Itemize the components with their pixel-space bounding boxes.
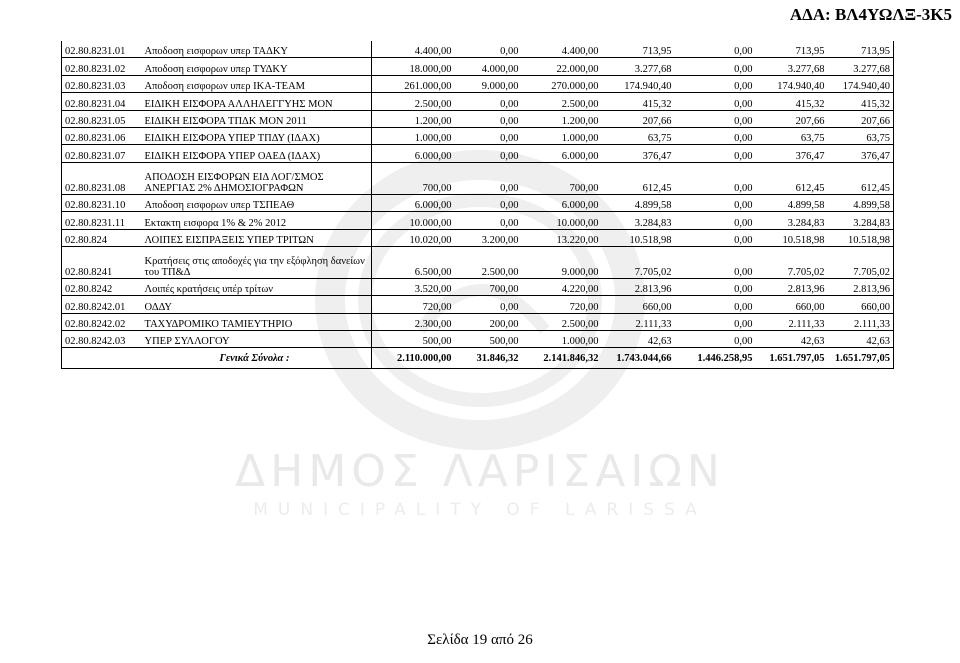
account-description: Αποδοση εισφορων υπερ ΙΚΑ-ΤΕΑΜ xyxy=(142,75,372,92)
amount-cell: 10.000,00 xyxy=(522,212,602,229)
amount-cell: 0,00 xyxy=(675,41,756,58)
amount-cell: 174.940,40 xyxy=(828,75,894,92)
table-row xyxy=(62,145,894,162)
amount-cell: 3.277,68 xyxy=(828,58,894,75)
table-row xyxy=(62,194,894,211)
amount-cell: 4.899,58 xyxy=(756,194,828,211)
amount-cell: 3.520,00 xyxy=(372,278,455,295)
account-code: 02.80.8242.03 xyxy=(62,331,142,348)
account-description: Αποδοση εισφορων υπερ ΤΥΔΚΥ xyxy=(142,58,372,75)
amount-cell: 9.000,00 xyxy=(522,246,602,278)
table-row xyxy=(62,127,894,144)
amount-cell: 2.500,00 xyxy=(372,93,455,110)
amount-cell: 4.400,00 xyxy=(372,41,455,58)
amount-cell: 63,75 xyxy=(756,127,828,144)
amount-cell: 7.705,02 xyxy=(756,246,828,278)
account-code: 02.80.8231.06 xyxy=(62,127,142,144)
watermark-title: ΔΗΜΟΣ ΛΑΡΙΣΑΙΩΝ xyxy=(235,446,725,497)
amount-cell: 0,00 xyxy=(675,212,756,229)
amount-cell: 10.020,00 xyxy=(372,229,455,246)
amount-cell: 207,66 xyxy=(602,110,675,127)
amount-cell: 6.000,00 xyxy=(522,145,602,162)
account-code: 02.80.8241 xyxy=(62,246,142,278)
amount-cell: 4.899,58 xyxy=(602,194,675,211)
account-description: ΑΠΟΔΟΣΗ ΕΙΣΦΟΡΩΝ ΕΙΔ ΛΟΓ/ΣΜΟΣ ΑΝΕΡΓΙΑΣ 2% ΔΗΜΟΣΙΟΓΡΑΦΩΝ xyxy=(142,162,372,194)
account-description: ΕΙΔΙΚΗ ΕΙΣΦΟΡΑ ΤΠΔΚ ΜΟΝ 2011 xyxy=(142,110,372,127)
totals-row xyxy=(62,348,894,369)
amount-cell: 700,00 xyxy=(372,162,455,194)
amount-cell: 713,95 xyxy=(602,41,675,58)
amount-cell: 660,00 xyxy=(602,296,675,313)
amount-cell: 4.899,58 xyxy=(828,194,894,211)
amount-cell: 720,00 xyxy=(372,296,455,313)
amount-cell: 207,66 xyxy=(828,110,894,127)
account-code: 02.80.8231.11 xyxy=(62,212,142,229)
table-row xyxy=(62,246,894,278)
amount-cell: 6.000,00 xyxy=(372,194,455,211)
amount-cell: 2.111,33 xyxy=(828,313,894,330)
amount-cell: 1.000,00 xyxy=(372,127,455,144)
amount-cell: 2.500,00 xyxy=(522,93,602,110)
account-code: 02.80.8231.01 xyxy=(62,41,142,58)
table-row xyxy=(62,229,894,246)
amount-cell: 4.400,00 xyxy=(522,41,602,58)
amount-cell: 0,00 xyxy=(455,145,522,162)
account-code: 02.80.8231.03 xyxy=(62,75,142,92)
amount-cell: 0,00 xyxy=(455,93,522,110)
amount-cell: 6.000,00 xyxy=(522,194,602,211)
amount-cell: 2.500,00 xyxy=(522,313,602,330)
amount-cell: 713,95 xyxy=(828,41,894,58)
account-code: 02.80.8231.05 xyxy=(62,110,142,127)
amount-cell: 660,00 xyxy=(756,296,828,313)
amount-cell: 0,00 xyxy=(455,110,522,127)
account-code: 02.80.8231.02 xyxy=(62,58,142,75)
total-amount: 31.846,32 xyxy=(455,348,522,369)
amount-cell: 42,63 xyxy=(602,331,675,348)
account-code: 02.80.824 xyxy=(62,229,142,246)
amount-cell: 0,00 xyxy=(675,162,756,194)
amount-cell: 1.000,00 xyxy=(522,331,602,348)
account-code: 02.80.8242.01 xyxy=(62,296,142,313)
amount-cell: 10.518,98 xyxy=(602,229,675,246)
account-code: 02.80.8231.07 xyxy=(62,145,142,162)
account-code: 02.80.8242.02 xyxy=(62,313,142,330)
table-row xyxy=(62,331,894,348)
account-code: 02.80.8231.08 xyxy=(62,162,142,194)
account-description: ΛΟΙΠΕΣ ΕΙΣΠΡΑΞΕΙΣ ΥΠΕΡ ΤΡΙΤΩΝ xyxy=(142,229,372,246)
amount-cell: 3.277,68 xyxy=(602,58,675,75)
table-row xyxy=(62,93,894,110)
amount-cell: 7.705,02 xyxy=(602,246,675,278)
total-amount: 1.651.797,05 xyxy=(828,348,894,369)
table-row xyxy=(62,41,894,58)
amount-cell: 3.200,00 xyxy=(455,229,522,246)
table-row xyxy=(62,58,894,75)
amount-cell: 9.000,00 xyxy=(455,75,522,92)
amount-cell: 1.200,00 xyxy=(372,110,455,127)
amount-cell: 42,63 xyxy=(828,331,894,348)
amount-cell: 0,00 xyxy=(675,229,756,246)
amount-cell: 0,00 xyxy=(675,58,756,75)
amount-cell: 0,00 xyxy=(675,127,756,144)
amount-cell: 376,47 xyxy=(602,145,675,162)
amount-cell: 6.000,00 xyxy=(372,145,455,162)
amount-cell: 0,00 xyxy=(675,75,756,92)
account-description: ΕΙΔΙΚΗ ΕΙΣΦΟΡΑ ΑΛΛΗΛΕΓΓΥΗΣ ΜΟΝ xyxy=(142,93,372,110)
total-amount: 1.651.797,05 xyxy=(756,348,828,369)
total-amount: 2.110.000,00 xyxy=(372,348,455,369)
page-number: Σελίδα 19 από 26 xyxy=(427,632,533,648)
amount-cell: 2.813,96 xyxy=(602,278,675,295)
amount-cell: 720,00 xyxy=(522,296,602,313)
amount-cell: 13.220,00 xyxy=(522,229,602,246)
amount-cell: 0,00 xyxy=(455,296,522,313)
amount-cell: 415,32 xyxy=(756,93,828,110)
amount-cell: 2.111,33 xyxy=(756,313,828,330)
amount-cell: 0,00 xyxy=(675,110,756,127)
amount-cell: 0,00 xyxy=(455,194,522,211)
amount-cell: 415,32 xyxy=(602,93,675,110)
table-row xyxy=(62,212,894,229)
total-amount: 1.446.258,95 xyxy=(675,348,756,369)
amount-cell: 3.284,83 xyxy=(828,212,894,229)
account-description: ΕΙΔΙΚΗ ΕΙΣΦΟΡΑ ΥΠΕΡ ΤΠΔΥ (ΙΔΑΧ) xyxy=(142,127,372,144)
account-description: ΤΑΧΥΔΡΟΜΙΚΟ ΤΑΜΙΕΥΤΗΡΙΟ xyxy=(142,313,372,330)
amount-cell: 0,00 xyxy=(675,93,756,110)
amount-cell: 4.000,00 xyxy=(455,58,522,75)
amount-cell: 500,00 xyxy=(455,331,522,348)
amount-cell: 2.500,00 xyxy=(455,246,522,278)
amount-cell: 713,95 xyxy=(756,41,828,58)
amount-cell: 1.200,00 xyxy=(522,110,602,127)
budget-table xyxy=(61,41,894,369)
table-row xyxy=(62,313,894,330)
amount-cell: 0,00 xyxy=(455,212,522,229)
account-code: 02.80.8231.10 xyxy=(62,194,142,211)
amount-cell: 10.518,98 xyxy=(756,229,828,246)
amount-cell: 376,47 xyxy=(756,145,828,162)
table-row xyxy=(62,296,894,313)
amount-cell: 63,75 xyxy=(828,127,894,144)
account-code: 02.80.8231.04 xyxy=(62,93,142,110)
amount-cell: 7.705,02 xyxy=(828,246,894,278)
amount-cell: 376,47 xyxy=(828,145,894,162)
amount-cell: 2.813,96 xyxy=(828,278,894,295)
amount-cell: 500,00 xyxy=(372,331,455,348)
amount-cell: 3.284,83 xyxy=(756,212,828,229)
amount-cell: 0,00 xyxy=(455,162,522,194)
amount-cell: 612,45 xyxy=(756,162,828,194)
account-description: Εκτακτη εισφορα 1% & 2% 2012 xyxy=(142,212,372,229)
amount-cell: 0,00 xyxy=(455,127,522,144)
amount-cell: 0,00 xyxy=(675,145,756,162)
account-description: ΥΠΕΡ ΣΥΛΛΟΓΟΥ xyxy=(142,331,372,348)
account-description: Αποδοση εισφορων υπερ ΤΑΔΚΥ xyxy=(142,41,372,58)
amount-cell: 10.518,98 xyxy=(828,229,894,246)
amount-cell: 0,00 xyxy=(675,296,756,313)
amount-cell: 10.000,00 xyxy=(372,212,455,229)
table-row xyxy=(62,110,894,127)
amount-cell: 207,66 xyxy=(756,110,828,127)
amount-cell: 2.300,00 xyxy=(372,313,455,330)
amount-cell: 0,00 xyxy=(675,313,756,330)
amount-cell: 612,45 xyxy=(828,162,894,194)
amount-cell: 660,00 xyxy=(828,296,894,313)
account-description: Αποδοση εισφορων υπερ ΤΣΠΕΑΘ xyxy=(142,194,372,211)
amount-cell: 2.111,33 xyxy=(602,313,675,330)
totals-blank xyxy=(62,348,142,369)
amount-cell: 22.000,00 xyxy=(522,58,602,75)
amount-cell: 0,00 xyxy=(675,194,756,211)
amount-cell: 6.500,00 xyxy=(372,246,455,278)
amount-cell: 0,00 xyxy=(455,41,522,58)
amount-cell: 2.813,96 xyxy=(756,278,828,295)
amount-cell: 415,32 xyxy=(828,93,894,110)
amount-cell: 261.000,00 xyxy=(372,75,455,92)
amount-cell: 200,00 xyxy=(455,313,522,330)
account-code: 02.80.8242 xyxy=(62,278,142,295)
totals-label: Γενικά Σύνολα : xyxy=(142,348,372,369)
amount-cell: 612,45 xyxy=(602,162,675,194)
amount-cell: 3.277,68 xyxy=(756,58,828,75)
amount-cell: 1.000,00 xyxy=(522,127,602,144)
total-amount: 2.141.846,32 xyxy=(522,348,602,369)
table-row xyxy=(62,162,894,194)
amount-cell: 0,00 xyxy=(675,246,756,278)
account-description: Λοιπές κρατήσεις υπέρ τρίτων xyxy=(142,278,372,295)
amount-cell: 63,75 xyxy=(602,127,675,144)
ada-identifier xyxy=(790,5,952,25)
account-description: ΟΔΔΥ xyxy=(142,296,372,313)
table-row xyxy=(62,75,894,92)
amount-cell: 270.000,00 xyxy=(522,75,602,92)
amount-cell: 18.000,00 xyxy=(372,58,455,75)
amount-cell: 0,00 xyxy=(675,278,756,295)
total-amount: 1.743.044,66 xyxy=(602,348,675,369)
account-description: ΕΙΔΙΚΗ ΕΙΣΦΟΡΑ ΥΠΕΡ ΟΑΕΔ (ΙΔΑΧ) xyxy=(142,145,372,162)
amount-cell: 3.284,83 xyxy=(602,212,675,229)
ada-label: ΑΔΑ: xyxy=(789,5,831,24)
ada-code: ΒΛ4ΥΩΛΞ-3Κ5 xyxy=(834,5,952,24)
amount-cell: 700,00 xyxy=(522,162,602,194)
table-row xyxy=(62,278,894,295)
amount-cell: 174.940,40 xyxy=(602,75,675,92)
watermark-subtitle: MUNICIPALITY OF LARISSA xyxy=(253,500,707,520)
amount-cell: 174.940,40 xyxy=(756,75,828,92)
amount-cell: 700,00 xyxy=(455,278,522,295)
amount-cell: 4.220,00 xyxy=(522,278,602,295)
account-description: Κρατήσεις στις αποδοχές για την εξόφληση δανείων του ΤΠ&Δ xyxy=(142,246,372,278)
amount-cell: 42,63 xyxy=(756,331,828,348)
amount-cell: 0,00 xyxy=(675,331,756,348)
